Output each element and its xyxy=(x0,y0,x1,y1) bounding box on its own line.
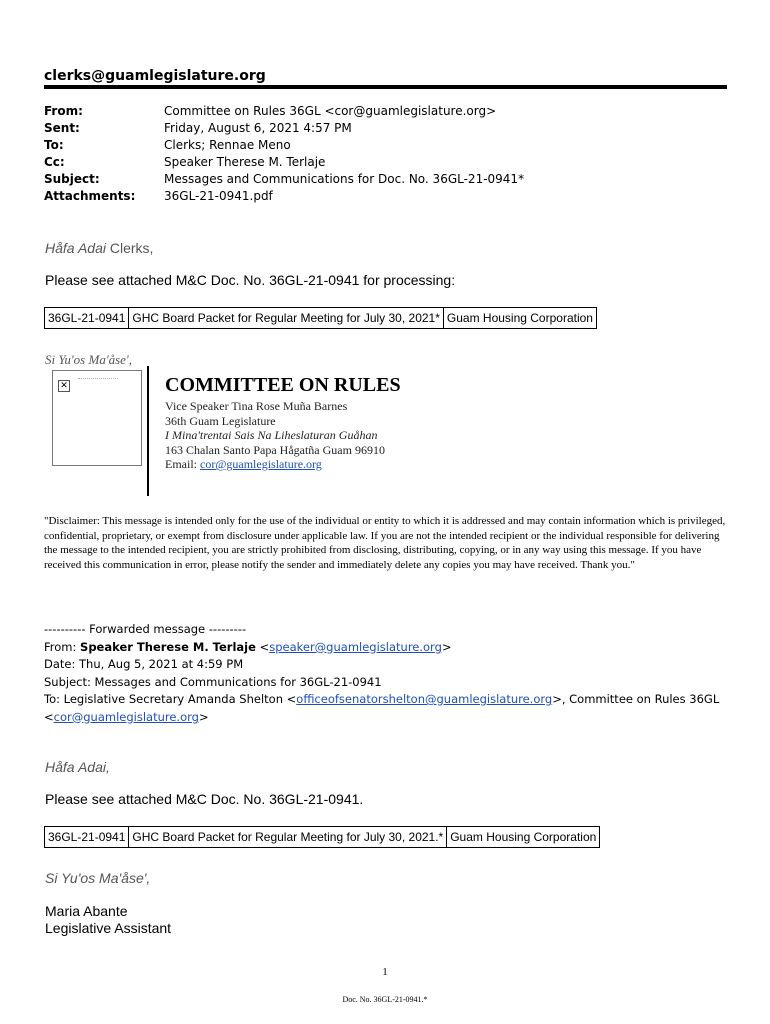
mc-table-2 xyxy=(44,826,600,848)
signoff-2: Si Yu'os Ma'åse', xyxy=(45,870,151,886)
cor-email-link-2[interactable]: cor@guamlegislature.org xyxy=(53,709,199,724)
greeting-rest: Clerks, xyxy=(105,240,154,256)
header-subject xyxy=(44,171,524,188)
forward-to-cont: <cor@guamlegislature.org> xyxy=(44,709,209,724)
to-rest: >, Committee on Rules 36GL xyxy=(552,692,720,706)
signature-divider xyxy=(147,366,149,496)
cor-email-link[interactable]: cor@guamlegislature.org xyxy=(200,457,322,471)
forward-date: Date: Thu, Aug 5, 2021 at 4:59 PM xyxy=(44,657,244,671)
broken-image-icon: ✕ xyxy=(58,380,70,392)
signature-line: I Mina'trentai Sais Na Liheslaturan Guåhan xyxy=(165,428,378,442)
signature-block xyxy=(165,399,385,472)
email-headers xyxy=(44,103,524,205)
forward-to xyxy=(44,691,744,709)
header-to xyxy=(44,137,524,154)
signoff: Si Yu'os Ma'åse', xyxy=(45,352,132,367)
table-row xyxy=(45,308,597,329)
sender-block xyxy=(45,903,171,937)
header-value: Committee on Rules 36GL <cor@guamlegislature.org> xyxy=(164,104,497,118)
email-label: Email: xyxy=(165,457,200,471)
header-rule xyxy=(44,85,727,89)
header-value: Friday, August 6, 2021 4:57 PM xyxy=(164,121,352,135)
shelton-email-link[interactable]: officeofsenatorshelton@guamlegislature.org xyxy=(296,692,553,706)
header-label: Attachments: xyxy=(44,189,136,203)
speaker-email-link[interactable]: speaker@guamlegislature.org xyxy=(269,639,442,654)
signature-email-line xyxy=(165,457,385,472)
image-caption-line xyxy=(78,378,118,380)
header-from xyxy=(44,103,524,120)
signature-line: Vice Speaker Tina Rose Muña Barnes xyxy=(165,399,348,413)
header-label: Subject: xyxy=(44,172,100,186)
body-paragraph: Please see attached M&C Doc. No. 36GL-21-0941 for processing: xyxy=(45,272,456,288)
signature-line: 163 Chalan Santo Papa Hågatña Guam 96910 xyxy=(165,442,385,457)
header-value: Speaker Therese M. Terlaje xyxy=(164,155,326,169)
table-row xyxy=(45,827,600,848)
greeting xyxy=(45,240,153,256)
signature-title: COMMITTEE ON RULES xyxy=(165,374,401,396)
description-cell: GHC Board Packet for Regular Meeting for July 30, 2021.* xyxy=(129,827,447,848)
header-value: Messages and Communications for Doc. No. 36GL-21-0941* xyxy=(164,172,525,186)
attachment-name[interactable]: 36GL-21-0941.pdf xyxy=(164,189,273,203)
body-paragraph-2: Please see attached M&C Doc. No. 36GL-21-0941. xyxy=(45,791,364,807)
doc-number-cell: 36GL-21-0941 xyxy=(45,308,129,329)
forwarded-message xyxy=(44,621,744,726)
forward-marker: ---------- Forwarded message --------- xyxy=(44,622,247,636)
disclaimer: "Disclaimer: This message is intended only for the use of the individual or entity to which it is addressed and may contain information which is privileged, confidential, proprietary, or exempt from disclosure under applicable law. If you are not the intended recipient or the individual responsible for delivering the message to the intended recipient, you are strictly prohibited from disclosing, distributing, copying, or in any way using this message. If you have received this communication in error, please notify the sender and immediately delete any copies you may have received. Thank you." xyxy=(44,515,726,571)
page-number: 1 xyxy=(382,966,388,978)
broken-image-placeholder xyxy=(52,370,142,466)
header-label: Cc: xyxy=(44,155,65,169)
header-attachments xyxy=(44,188,524,205)
agency-cell: Guam Housing Corporation xyxy=(447,827,600,848)
mc-table xyxy=(44,307,597,329)
page-footer: Doc. No. 36GL-21-0941.* xyxy=(342,995,428,1004)
header-sent xyxy=(44,120,524,137)
header-cc xyxy=(44,154,524,171)
agency-cell: Guam Housing Corporation xyxy=(443,308,596,329)
greeting-italic: Håfa Adai xyxy=(45,240,106,256)
header-label: To: xyxy=(44,138,64,152)
greeting-2: Håfa Adai, xyxy=(45,759,110,775)
header-value: Clerks; Rennae Meno xyxy=(164,138,291,152)
forward-subject: Subject: Messages and Communications for 36GL-21-0941 xyxy=(44,674,382,689)
sender-name: Maria Abante xyxy=(45,903,128,919)
to-label: To: Legislative Secretary Amanda Shelton < xyxy=(44,692,297,706)
header-label: From: xyxy=(44,104,83,118)
header-label: Sent: xyxy=(44,121,80,135)
from-name: Speaker Therese M. Terlaje xyxy=(80,639,256,654)
doc-number-cell: 36GL-21-0941 xyxy=(45,827,129,848)
forward-from: From: Speaker Therese M. Terlaje <speaker@guamlegislature.org> xyxy=(44,639,452,654)
mailbox-address: clerks@guamlegislature.org xyxy=(44,68,266,84)
from-label: From: xyxy=(44,639,81,654)
sender-role: Legislative Assistant xyxy=(45,920,172,936)
signature-line: 36th Guam Legislature xyxy=(165,413,276,428)
description-cell: GHC Board Packet for Regular Meeting for July 30, 2021* xyxy=(129,308,444,329)
